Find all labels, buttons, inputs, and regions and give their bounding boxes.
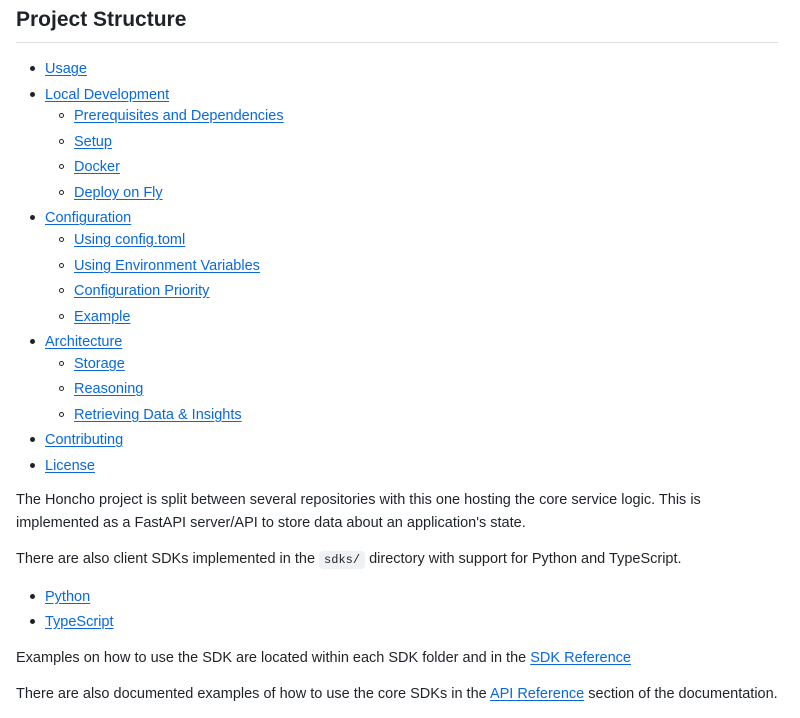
toc-link-configuration[interactable]: Configuration xyxy=(45,210,132,226)
sub-bullet xyxy=(59,164,64,169)
sub-bullet xyxy=(59,190,64,195)
toc-link-reasoning[interactable]: Reasoning xyxy=(74,381,144,397)
examples-paragraph-text: Examples on how to use the SDK are located within each SDK folder and in the xyxy=(16,650,531,666)
sdk-paragraph-text-before: There are also client SDKs implemented in the xyxy=(16,551,320,567)
bullet xyxy=(30,92,35,97)
toc-link-docker[interactable]: Docker xyxy=(74,159,120,175)
sub-bullet xyxy=(59,113,64,118)
sdk-link-python[interactable]: Python xyxy=(45,589,91,605)
toc-link-architecture[interactable]: Architecture xyxy=(45,334,123,350)
bullet xyxy=(30,594,35,599)
sub-bullet xyxy=(59,361,64,366)
sdk-paragraph xyxy=(16,548,786,572)
sub-bullet xyxy=(59,237,64,242)
sub-bullet xyxy=(59,288,64,293)
documentation-paragraph xyxy=(16,683,786,706)
sdks-directory-code: sdks/ xyxy=(319,551,365,569)
sub-bullet xyxy=(59,139,64,144)
toc-link-local-development[interactable]: Local Development xyxy=(45,87,170,103)
bullet xyxy=(30,66,35,71)
toc-link-setup[interactable]: Setup xyxy=(74,134,112,150)
toc-link-usage[interactable]: Usage xyxy=(45,61,87,77)
bullet xyxy=(30,619,35,624)
toc-link-using-env-vars[interactable]: Using Environment Variables xyxy=(74,258,260,274)
toc-link-example[interactable]: Example xyxy=(74,309,131,325)
examples-paragraph xyxy=(16,647,786,670)
sdk-link-typescript[interactable]: TypeScript xyxy=(45,614,114,630)
heading-divider xyxy=(16,42,778,43)
bullet xyxy=(30,215,35,220)
toc-link-config-priority[interactable]: Configuration Priority xyxy=(74,283,210,299)
toc-link-deploy-fly[interactable]: Deploy on Fly xyxy=(74,185,163,201)
bullet xyxy=(30,339,35,344)
sdk-paragraph-text-after: directory with support for Python and TypeScript. xyxy=(365,551,682,567)
bullet xyxy=(30,437,35,442)
api-reference-link[interactable]: API Reference xyxy=(489,686,585,702)
toc-link-contributing[interactable]: Contributing xyxy=(45,432,124,448)
documentation-paragraph-text-before: There are also documented examples of how to use the core SDKs in the xyxy=(16,686,490,702)
section-heading: Project Structure xyxy=(16,8,187,31)
sub-bullet xyxy=(59,314,64,319)
intro-paragraph: The Honcho project is split between several repositories with this one hosting the core service logic. This is implemented as a FastAPI server/API to store data about an application's state. xyxy=(16,492,701,531)
sub-bullet xyxy=(59,412,64,417)
toc-link-storage[interactable]: Storage xyxy=(74,356,125,372)
sub-bullet xyxy=(59,263,64,268)
toc-link-using-config-toml[interactable]: Using config.toml xyxy=(74,232,186,248)
sub-bullet xyxy=(59,386,64,391)
documentation-paragraph-text-after: section of the documentation. xyxy=(584,686,778,702)
toc-link-license[interactable]: License xyxy=(45,458,95,474)
sdk-reference-link[interactable]: SDK Reference xyxy=(530,650,631,666)
toc-link-prerequisites[interactable]: Prerequisites and Dependencies xyxy=(74,108,284,124)
toc-link-retrieving[interactable]: Retrieving Data & Insights xyxy=(74,407,242,423)
bullet xyxy=(30,463,35,468)
